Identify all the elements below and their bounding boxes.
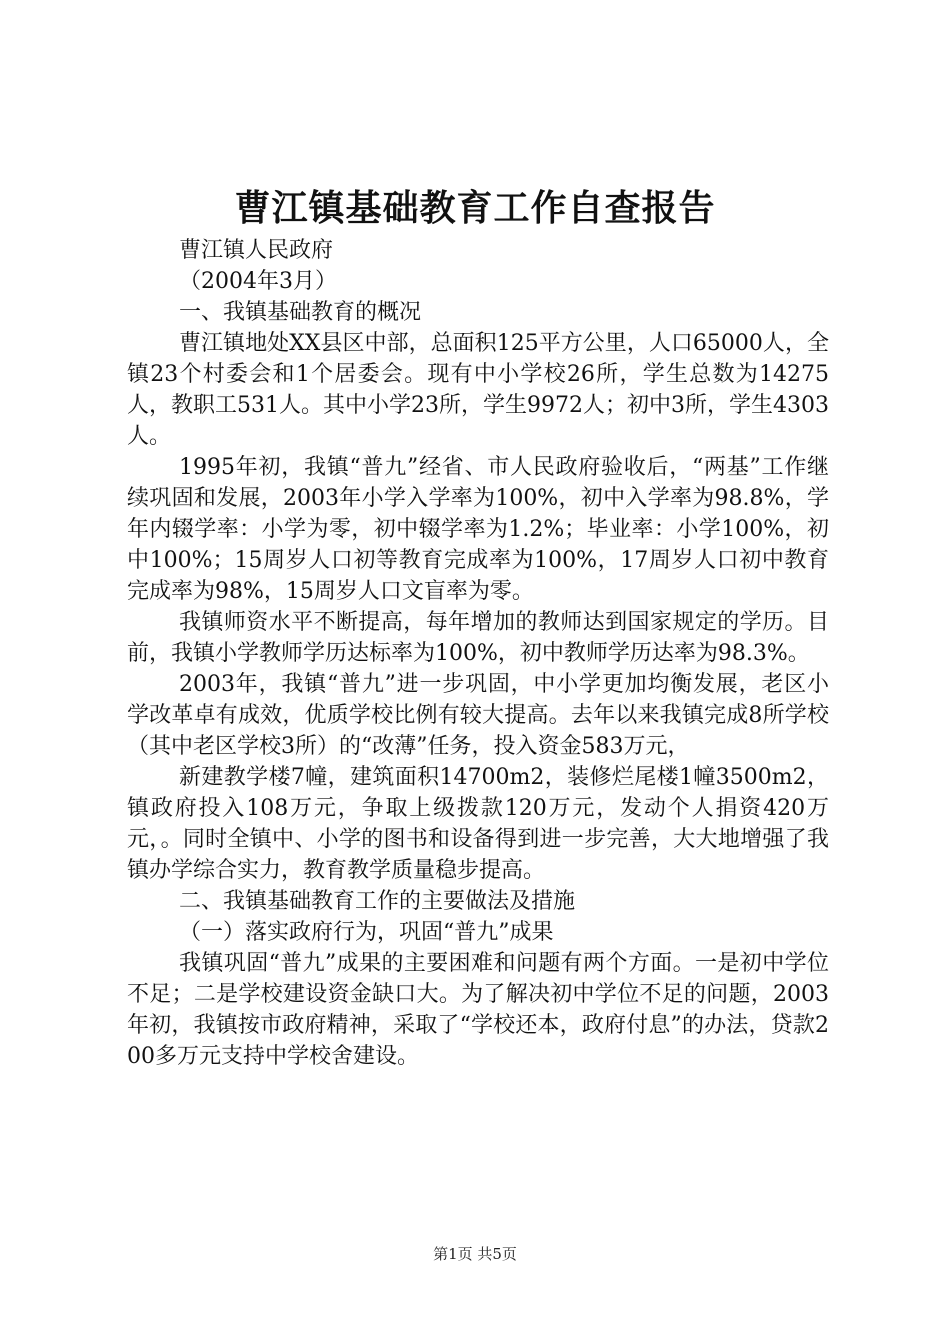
paragraph-enrollment: 1995年初，我镇“普九”经省、市人民政府验收后，“两基”工作继续巩固和发展，2003年小学入学率为100%，初中入学率为98.8%，学年内辍学率：小学为零，初中辍学率为1.2%；毕业率：小学100%，初中100%；15周岁人口初等教育完成率为100%，17周岁人口初中教育完成率为98%，15周岁人口文盲率为零。 bbox=[127, 455, 829, 604]
page-footer: 第1页 共5页 bbox=[433, 1245, 517, 1263]
subsection-heading-1: （一）落实政府行为，巩固“普九”成果 bbox=[179, 920, 554, 945]
paragraph-difficulties: 我镇巩固“普九”成果的主要困难和问题有两个方面。一是初中学位不足；二是学校建设资金缺口大。为了解决初中学位不足的问题，2003年初，我镇按市政府精神，采取了“学校还本，政府付息”的办法，贷款200多万元支持中学校舍建设。 bbox=[127, 951, 829, 1069]
document-body bbox=[127, 235, 829, 1072]
paragraph-construction: 新建教学楼7幢，建筑面积14700m2，装修烂尾楼1幢3500m2，镇政府投入108万元，争取上级拨款120万元，发动个人捐资420万元，。同时全镇中、小学的图书和设备得到进一步完善，大大地增强了我镇办学综合实力，教育教学质量稳步提高。 bbox=[127, 765, 829, 883]
date-line: （2004年3月） bbox=[179, 269, 337, 294]
section-heading-2: 二、我镇基础教育工作的主要做法及措施 bbox=[179, 889, 576, 914]
document-title: 曹江镇基础教育工作自查报告 bbox=[234, 187, 716, 229]
paragraph-teachers: 我镇师资水平不断提高，每年增加的教师达到国家规定的学历。目前，我镇小学教师学历达标率为100%，初中教师学历达率为98.3%。 bbox=[127, 610, 829, 666]
section-heading-1: 一、我镇基础教育的概况 bbox=[179, 300, 422, 325]
issuer-line: 曹江镇人民政府 bbox=[179, 238, 334, 263]
paragraph-overview: 曹江镇地处XX县区中部，总面积125平方公里，人口65000人，全镇23个村委会和1个居委会。现有中小学校26所，学生总数为14275人，教职工531人。其中小学23所，学生9972人；初中3所，学生4303人。 bbox=[127, 331, 829, 449]
paragraph-2003-progress: 2003年，我镇“普九”进一步巩固，中小学更加均衡发展，老区小学改革卓有成效，优质学校比例有较大提高。去年以来我镇完成8所学校（其中老区学校3所）的“改薄”任务，投入资金583万元， bbox=[127, 672, 829, 759]
